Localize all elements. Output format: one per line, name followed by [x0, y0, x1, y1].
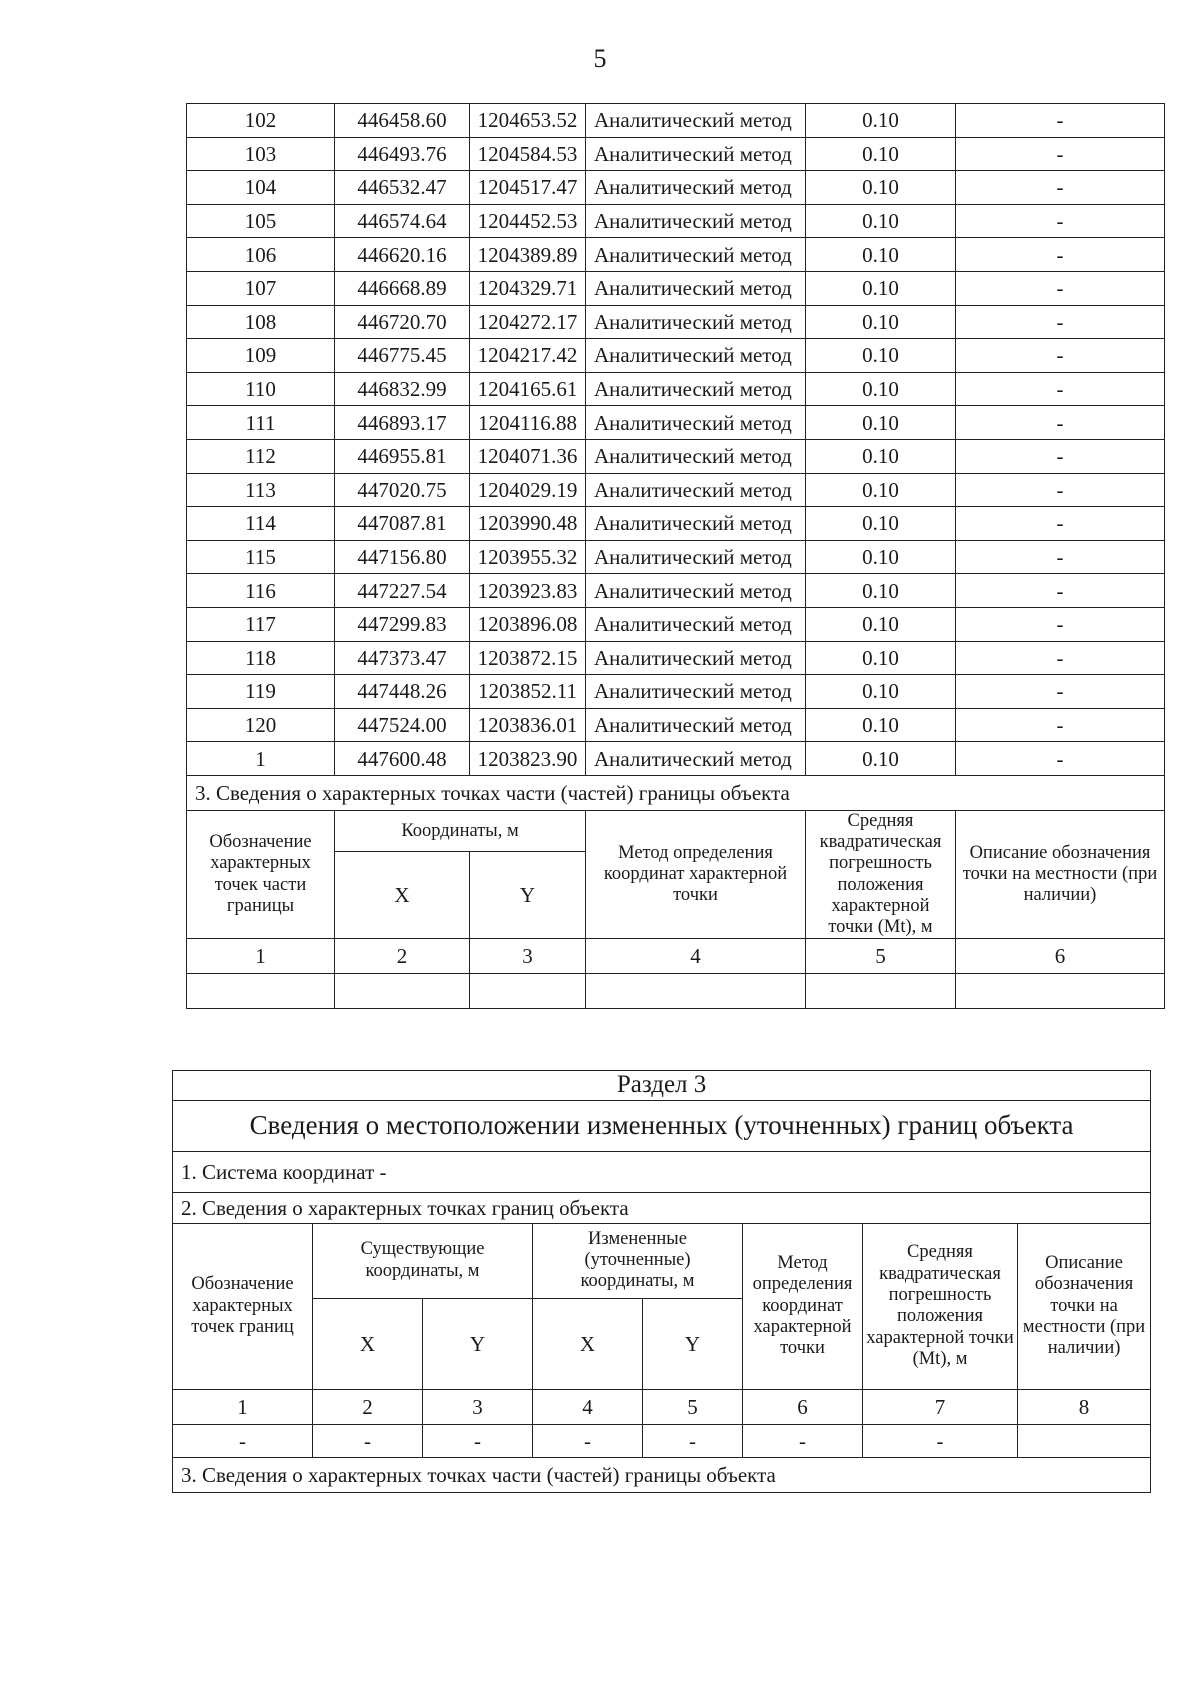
point-id-cell: 1 — [187, 742, 335, 776]
x-coordinate-cell: 446458.60 — [335, 104, 470, 138]
x-coordinate-cell: 447600.48 — [335, 742, 470, 776]
mean-error-cell: 0.10 — [806, 305, 956, 339]
x-coordinate-cell: 447448.26 — [335, 675, 470, 709]
header-mean-error: Средняя квадратическая погрешность положения характерной точки (Mt), м — [863, 1223, 1018, 1389]
mean-error-cell: 0.10 — [806, 473, 956, 507]
header-x: X — [335, 852, 470, 939]
mean-error-cell: 0.10 — [806, 675, 956, 709]
point-id-cell: 112 — [187, 439, 335, 473]
table-row — [187, 540, 1165, 574]
method-cell: Аналитический метод — [586, 137, 806, 171]
y-coordinate-cell: 1204217.42 — [470, 339, 586, 373]
dash-cell: - — [173, 1424, 313, 1457]
point-id-cell: 106 — [187, 238, 335, 272]
x-coordinate-cell: 446620.16 — [335, 238, 470, 272]
x-coordinate-cell: 447524.00 — [335, 708, 470, 742]
dash-cell: - — [533, 1424, 643, 1457]
description-cell: - — [956, 104, 1165, 138]
dash-cell: - — [863, 1424, 1018, 1457]
header-y: Y — [423, 1298, 533, 1389]
y-coordinate-cell: 1204165.61 — [470, 372, 586, 406]
method-cell: Аналитический метод — [586, 607, 806, 641]
table-row — [187, 104, 1165, 138]
y-coordinate-cell: 1204329.71 — [470, 271, 586, 305]
mean-error-cell: 0.10 — [806, 406, 956, 440]
table-row — [187, 574, 1165, 608]
y-coordinate-cell: 1204029.19 — [470, 473, 586, 507]
header-changed-coordinates: Измененные (уточненные) координаты, м — [533, 1223, 743, 1298]
description-cell: - — [956, 271, 1165, 305]
empty-cell — [470, 974, 586, 1009]
mean-error-cell: 0.10 — [806, 104, 956, 138]
point-id-cell: 113 — [187, 473, 335, 507]
description-cell: - — [956, 675, 1165, 709]
description-cell: - — [956, 574, 1165, 608]
description-cell: - — [956, 439, 1165, 473]
method-cell: Аналитический метод — [586, 507, 806, 541]
dash-cell — [1018, 1424, 1151, 1457]
point-id-cell: 109 — [187, 339, 335, 373]
x-coordinate-cell: 447227.54 — [335, 574, 470, 608]
header-description: Описание обозначения точки на местности (при наличии) — [1018, 1223, 1151, 1389]
coordinates-table — [186, 103, 1165, 1009]
description-cell: - — [956, 406, 1165, 440]
description-cell: - — [956, 708, 1165, 742]
method-cell: Аналитический метод — [586, 742, 806, 776]
header-method: Метод определения координат характерной точки — [743, 1223, 863, 1389]
description-cell: - — [956, 339, 1165, 373]
description-cell: - — [956, 641, 1165, 675]
x-coordinate-cell: 446720.70 — [335, 305, 470, 339]
x-coordinate-cell: 446832.99 — [335, 372, 470, 406]
description-cell: - — [956, 204, 1165, 238]
y-coordinate-cell: 1203852.11 — [470, 675, 586, 709]
table-row — [187, 607, 1165, 641]
point-id-cell: 103 — [187, 137, 335, 171]
y-coordinate-cell: 1204116.88 — [470, 406, 586, 440]
empty-cell — [187, 974, 335, 1009]
method-cell: Аналитический метод — [586, 271, 806, 305]
mean-error-cell: 0.10 — [806, 607, 956, 641]
header-y: Y — [643, 1298, 743, 1389]
empty-cell — [956, 974, 1165, 1009]
description-cell: - — [956, 742, 1165, 776]
y-coordinate-cell: 1203955.32 — [470, 540, 586, 574]
table-row — [187, 271, 1165, 305]
method-cell: Аналитический метод — [586, 339, 806, 373]
x-coordinate-cell: 446775.45 — [335, 339, 470, 373]
header-point-name: Обозначение характерных точек границ — [173, 1223, 313, 1389]
point-id-cell: 117 — [187, 607, 335, 641]
y-coordinate-cell: 1204272.17 — [470, 305, 586, 339]
column-number: 4 — [533, 1389, 643, 1424]
table-row — [187, 238, 1165, 272]
method-cell: Аналитический метод — [586, 104, 806, 138]
point-id-cell: 108 — [187, 305, 335, 339]
table-row — [187, 305, 1165, 339]
section-subtitle: Сведения о местоположении измененных (уточненных) границ объекта — [173, 1100, 1151, 1151]
point-id-cell: 107 — [187, 271, 335, 305]
x-coordinate-cell: 446893.17 — [335, 406, 470, 440]
header-method: Метод определения координат характерной точки — [586, 810, 806, 939]
page-number: 5 — [593, 44, 607, 73]
x-coordinate-cell: 446532.47 — [335, 171, 470, 205]
column-number: 6 — [743, 1389, 863, 1424]
method-cell: Аналитический метод — [586, 305, 806, 339]
method-cell: Аналитический метод — [586, 372, 806, 406]
y-coordinate-cell: 1203823.90 — [470, 742, 586, 776]
point-id-cell: 120 — [187, 708, 335, 742]
column-number: 1 — [187, 939, 335, 974]
header-description: Описание обозначения точки на местности (при наличии) — [956, 810, 1165, 939]
header-coordinates: Координаты, м — [335, 810, 586, 852]
mean-error-cell: 0.10 — [806, 271, 956, 305]
mean-error-cell: 0.10 — [806, 641, 956, 675]
table-row — [187, 641, 1165, 675]
part-boundary-title: 3. Сведения о характерных точках части (частей) границы объекта — [173, 1457, 1151, 1492]
column-number: 8 — [1018, 1389, 1151, 1424]
table-row — [187, 708, 1165, 742]
table-row — [187, 742, 1165, 776]
description-cell: - — [956, 540, 1165, 574]
header-y: Y — [470, 852, 586, 939]
point-id-cell: 119 — [187, 675, 335, 709]
column-number: 7 — [863, 1389, 1018, 1424]
table-row — [187, 439, 1165, 473]
y-coordinate-cell: 1204452.53 — [470, 204, 586, 238]
column-number: 3 — [423, 1389, 533, 1424]
mean-error-cell: 0.10 — [806, 339, 956, 373]
table-row — [187, 171, 1165, 205]
column-number: 4 — [586, 939, 806, 974]
description-cell: - — [956, 507, 1165, 541]
header-point-name: Обозначение характерных точек части границы — [187, 810, 335, 939]
mean-error-cell: 0.10 — [806, 204, 956, 238]
y-coordinate-cell: 1204389.89 — [470, 238, 586, 272]
y-coordinate-cell: 1203990.48 — [470, 507, 586, 541]
x-coordinate-cell: 447156.80 — [335, 540, 470, 574]
x-coordinate-cell: 447373.47 — [335, 641, 470, 675]
method-cell: Аналитический метод — [586, 238, 806, 272]
dash-cell: - — [423, 1424, 533, 1457]
x-coordinate-cell: 446493.76 — [335, 137, 470, 171]
column-number: 3 — [470, 939, 586, 974]
description-cell: - — [956, 372, 1165, 406]
y-coordinate-cell: 1203896.08 — [470, 607, 586, 641]
point-id-cell: 104 — [187, 171, 335, 205]
mean-error-cell: 0.10 — [806, 507, 956, 541]
y-coordinate-cell: 1203872.15 — [470, 641, 586, 675]
point-id-cell: 111 — [187, 406, 335, 440]
point-id-cell: 115 — [187, 540, 335, 574]
method-cell: Аналитический метод — [586, 171, 806, 205]
mean-error-cell: 0.10 — [806, 439, 956, 473]
method-cell: Аналитический метод — [586, 540, 806, 574]
mean-error-cell: 0.10 — [806, 742, 956, 776]
description-cell: - — [956, 305, 1165, 339]
table-row — [187, 406, 1165, 440]
y-coordinate-cell: 1203923.83 — [470, 574, 586, 608]
coordinates-table-body — [187, 104, 1165, 776]
table-row — [187, 473, 1165, 507]
column-number: 2 — [335, 939, 470, 974]
description-cell: - — [956, 238, 1165, 272]
section-title: Раздел 3 — [173, 1071, 1151, 1101]
description-cell: - — [956, 171, 1165, 205]
dash-cell: - — [643, 1424, 743, 1457]
part-boundary-block — [187, 775, 1165, 1009]
point-id-cell: 110 — [187, 372, 335, 406]
empty-cell — [806, 974, 956, 1009]
method-cell: Аналитический метод — [586, 675, 806, 709]
x-coordinate-cell: 447087.81 — [335, 507, 470, 541]
dash-cell: - — [743, 1424, 863, 1457]
column-number: 2 — [313, 1389, 423, 1424]
mean-error-cell: 0.10 — [806, 238, 956, 272]
x-coordinate-cell: 447020.75 — [335, 473, 470, 507]
method-cell: Аналитический метод — [586, 708, 806, 742]
point-id-cell: 102 — [187, 104, 335, 138]
method-cell: Аналитический метод — [586, 473, 806, 507]
method-cell: Аналитический метод — [586, 406, 806, 440]
y-coordinate-cell: 1204584.53 — [470, 137, 586, 171]
method-cell: Аналитический метод — [586, 439, 806, 473]
section3-table — [172, 1070, 1151, 1493]
column-number: 6 — [956, 939, 1165, 974]
table-row — [187, 507, 1165, 541]
y-coordinate-cell: 1204071.36 — [470, 439, 586, 473]
header-x: X — [313, 1298, 423, 1389]
table-row — [187, 137, 1165, 171]
dash-cell: - — [313, 1424, 423, 1457]
point-id-cell: 114 — [187, 507, 335, 541]
description-cell: - — [956, 137, 1165, 171]
mean-error-cell: 0.10 — [806, 540, 956, 574]
header-existing-coordinates: Существующие координаты, м — [313, 1223, 533, 1298]
mean-error-cell: 0.10 — [806, 171, 956, 205]
point-id-cell: 105 — [187, 204, 335, 238]
part-boundary-title: 3. Сведения о характерных точках части (частей) границы объекта — [187, 775, 1165, 810]
point-id-cell: 116 — [187, 574, 335, 608]
description-cell: - — [956, 607, 1165, 641]
empty-cell — [335, 974, 470, 1009]
column-number: 5 — [643, 1389, 743, 1424]
x-coordinate-cell: 446668.89 — [335, 271, 470, 305]
point-id-cell: 118 — [187, 641, 335, 675]
table-row — [187, 372, 1165, 406]
coordinate-system: 1. Система координат - — [173, 1151, 1151, 1192]
y-coordinate-cell: 1204517.47 — [470, 171, 586, 205]
empty-cell — [586, 974, 806, 1009]
header-x: X — [533, 1298, 643, 1389]
mean-error-cell: 0.10 — [806, 708, 956, 742]
table-row — [187, 675, 1165, 709]
x-coordinate-cell: 447299.83 — [335, 607, 470, 641]
mean-error-cell: 0.10 — [806, 372, 956, 406]
column-number: 5 — [806, 939, 956, 974]
table-row — [187, 204, 1165, 238]
y-coordinate-cell: 1203836.01 — [470, 708, 586, 742]
header-mean-error: Средняя квадратическая погрешность положения характерной точки (Mt), м — [806, 810, 956, 939]
mean-error-cell: 0.10 — [806, 137, 956, 171]
table-row — [187, 339, 1165, 373]
mean-error-cell: 0.10 — [806, 574, 956, 608]
method-cell: Аналитический метод — [586, 204, 806, 238]
description-cell: - — [956, 473, 1165, 507]
method-cell: Аналитический метод — [586, 574, 806, 608]
column-number: 1 — [173, 1389, 313, 1424]
x-coordinate-cell: 446955.81 — [335, 439, 470, 473]
points-title: 2. Сведения о характерных точках границ объекта — [173, 1192, 1151, 1223]
x-coordinate-cell: 446574.64 — [335, 204, 470, 238]
method-cell: Аналитический метод — [586, 641, 806, 675]
y-coordinate-cell: 1204653.52 — [470, 104, 586, 138]
